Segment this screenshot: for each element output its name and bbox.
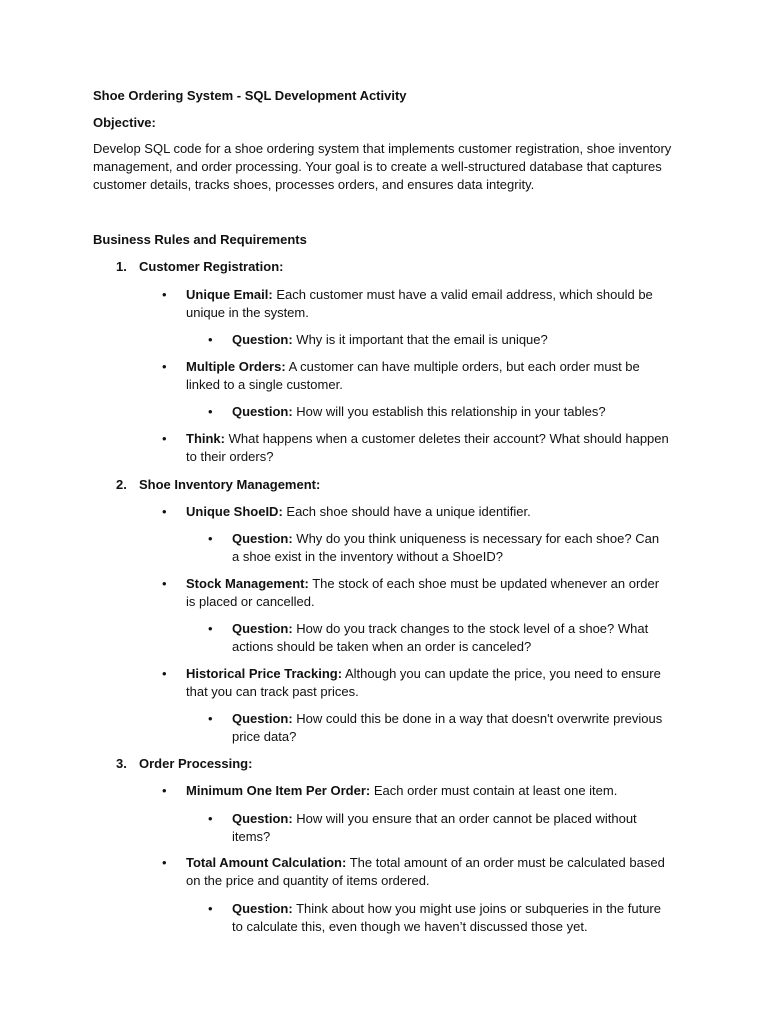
section-number: 3. [116,756,127,771]
question-text: How will you establish this relationship in your tables? [296,404,606,419]
item-label: Historical Price Tracking: [186,666,343,681]
item-label: Stock Management: [186,576,309,591]
section-heading: Business Rules and Requirements [93,232,307,247]
section-heading-order-processing: Order Processing: [139,756,253,771]
bullet-icon: • [162,504,167,519]
question-label: Question: [232,531,293,546]
item-text: Although you can update the price, you need to ensure that you can track past prices. [186,666,661,699]
question-text: Why do you think uniqueness is necessary for each shoe? Can a shoe exist in the inventory without a ShoeID? [232,531,660,564]
question-text: Why is it important that the email is unique? [296,332,548,347]
question-text: How will you ensure that an order cannot be placed without items? [232,811,637,844]
section-heading-customer-registration: Customer Registration: [139,259,284,274]
objective-text: Develop SQL code for a shoe ordering system that implements customer registration, shoe inventory management, and order processing. Your goal is to create a well-structured database that captures customer details, tracks shoes, processes orders, and ensures data integrity. [93,141,672,192]
item-label: Minimum One Item Per Order: [186,783,371,798]
item-text: Each customer must have a valid email address, which should be unique in the system. [186,287,653,320]
bullet-icon: • [208,404,213,419]
question-label: Question: [232,404,293,419]
bullet-icon: • [162,666,167,681]
question-text: How do you track changes to the stock level of a shoe? What actions should be taken when an order is canceled? [232,621,649,654]
question-label: Question: [232,332,293,347]
item-text: What happens when a customer deletes their account? What should happen to their orders? [186,431,669,464]
item-text: Each shoe should have a unique identifier. [286,504,531,519]
bullet-icon: • [162,431,167,446]
bullet-icon: • [162,576,167,591]
bullet-icon: • [208,531,213,546]
item-text: Each order must contain at least one item. [373,783,618,798]
bullet-icon: • [208,332,213,347]
item-text: A customer can have multiple orders, but each order must be linked to a single customer. [186,359,640,392]
section-number: 2. [116,477,127,492]
item-label: Unique ShoeID: [186,504,283,519]
section-heading-shoe-inventory: Shoe Inventory Management: [139,477,321,492]
item-label: Total Amount Calculation: [186,855,347,870]
question-label: Question: [232,711,293,726]
bullet-icon: • [208,901,213,916]
item-text: The total amount of an order must be calculated based on the price and quantity of items ordered. [186,855,665,888]
bullet-icon: • [208,811,213,826]
item-label: Multiple Orders: [186,359,286,374]
objective-label: Objective: [93,115,156,130]
question-text: Think about how you might use joins or subqueries in the future to calculate this, even though we haven’t discussed those yet. [232,901,661,934]
question-label: Question: [232,901,293,916]
question-label: Question: [232,621,293,636]
bullet-icon: • [162,287,167,302]
document-title: Shoe Ordering System - SQL Development Activity [93,88,407,103]
bullet-icon: • [162,855,167,870]
question-label: Question: [232,811,293,826]
item-label: Unique Email: [186,287,273,302]
bullet-icon: • [162,783,167,798]
bullet-icon: • [208,621,213,636]
item-text: The stock of each shoe must be updated whenever an order is placed or cancelled. [186,576,660,609]
bullet-icon: • [208,711,213,726]
question-text: How could this be done in a way that doesn't overwrite previous price data? [232,711,663,744]
bullet-icon: • [162,359,167,374]
item-label: Think: [186,431,225,446]
section-number: 1. [116,259,127,274]
